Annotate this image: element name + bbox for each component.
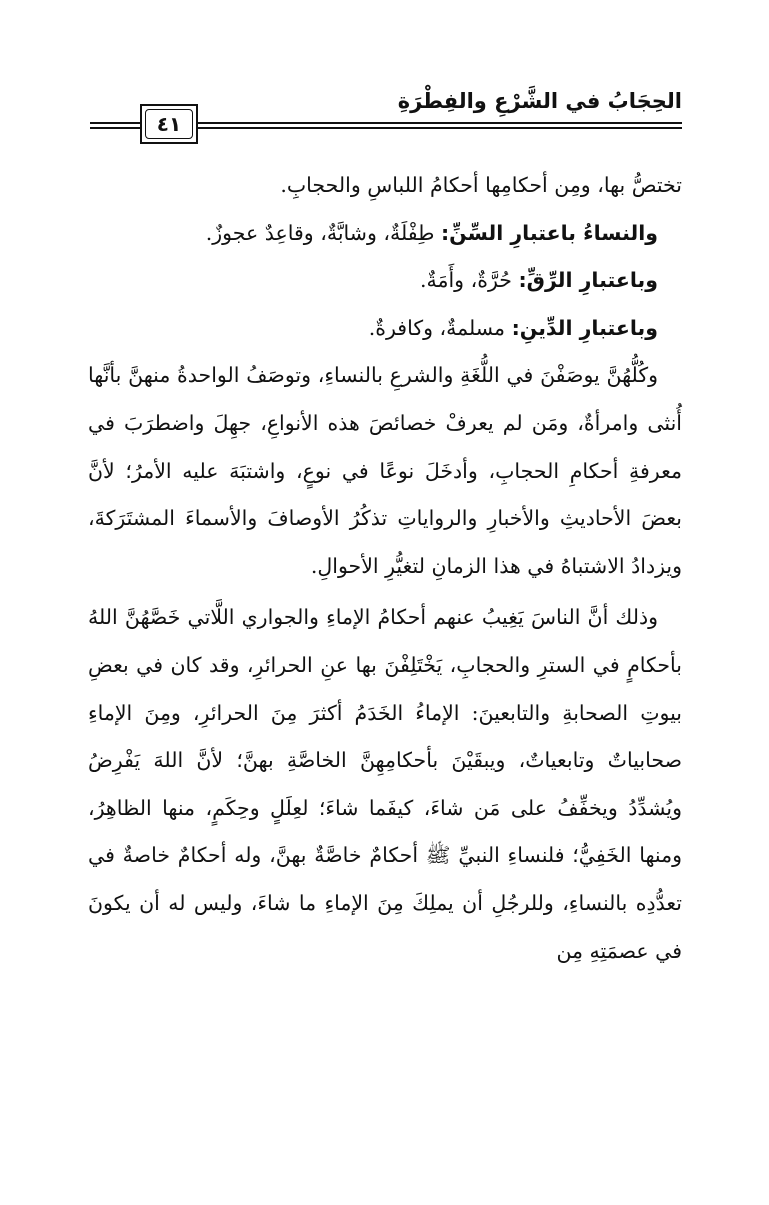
body-text [88, 162, 682, 975]
header-rule-left [90, 122, 140, 129]
slavery-categories: حُرَّةٌ، وأَمَةٌ. [419, 268, 512, 293]
paragraph-6: وذلك أنَّ الناسَ يَغِيبُ عنهم أحكامُ الإماءِ والجواري اللَّاتي خَصَّهُنَّ اللهُ بأحكامٍ في السترِ والحجابِ، يَخْتَلِفْنَ بها عنِ الحرائرِ، وقد كان في بعضِ بيوتِ الصحابةِ والتابعينَ: الإماءُ الخَدَمُ أكثرَ مِنَ الحرائرِ، ومِنَ الإماءِ صحابياتٌ وتابعياتٌ، ويبقَيْنَ بأحكامِهِنَّ الخاصَّةِ بهنَّ؛ لأنَّ اللهَ يَفْرِضُ ويُشدِّدُ ويخفِّفُ على مَن شاءَ، كيفَما شاءَ؛ لعِلَلٍ وحِكَمٍ، منها الظاهِرُ، ومنها الخَفِيُّ؛ فلنساءِ النبيِّ ﷺ أحكامٌ خاصَّةٌ بهنَّ، وله أحكامٌ خاصةٌ في تعدُّدِه بالنساءِ، وللرجُلِ أن يملِكَ مِنَ الإماءِ ما شاءَ، وليس له أن يكونَ في عصمَتِهِ مِن [88, 605, 682, 963]
paragraph-5: وكُلُّهُنَّ يوصَفْنَ في اللُّغَةِ والشرعِ بالنساءِ، وتوصَفُ الواحدةُ منهنَّ بأنَّها أُنثى وامرأةٌ، ومَن لم يعرفْ خصائصَ هذه الأنواعِ، جهِلَ واضطرَبَ في معرفةِ أحكامِ الحجابِ، وأدخَلَ نوعًا في نوعٍ، واشتبَهَ عليه الأمرُ؛ لأنَّ بعضَ الأحاديثِ والأخبارِ والرواياتِ تذكُرُ الأوصافَ والأسماءَ المشتَرَكةَ، ويزدادُ الاشتباهُ في هذا الزمانِ لتغيُّرِ الأحوالِ. [88, 363, 682, 578]
paragraph-religion [88, 305, 682, 353]
term-age: والنساءُ باعتبارِ السِّنِّ: [440, 220, 658, 245]
header-rule-right [198, 122, 682, 129]
page-header [90, 86, 682, 146]
page-number-frame [140, 104, 198, 144]
page-number: ٤١ [145, 109, 193, 139]
paragraph-1: تختصُّ بها، ومِن أحكامِها أحكامُ اللباسِ والحجابِ. [280, 173, 682, 197]
paragraph-slavery [88, 257, 682, 305]
running-title: الحِجَابُ في الشَّرْعِ والفِطْرَةِ [397, 89, 682, 113]
term-religion: وباعتبارِ الدِّينِ: [511, 315, 658, 340]
term-slavery: وباعتبارِ الرِّقِّ: [518, 268, 658, 293]
religion-categories: مسلمةٌ، وكافرةٌ. [368, 315, 506, 340]
paragraph-age [88, 210, 682, 258]
age-categories: طِفْلَةٌ، وشابَّةٌ، وقاعِدٌ عجوزٌ. [205, 220, 435, 245]
